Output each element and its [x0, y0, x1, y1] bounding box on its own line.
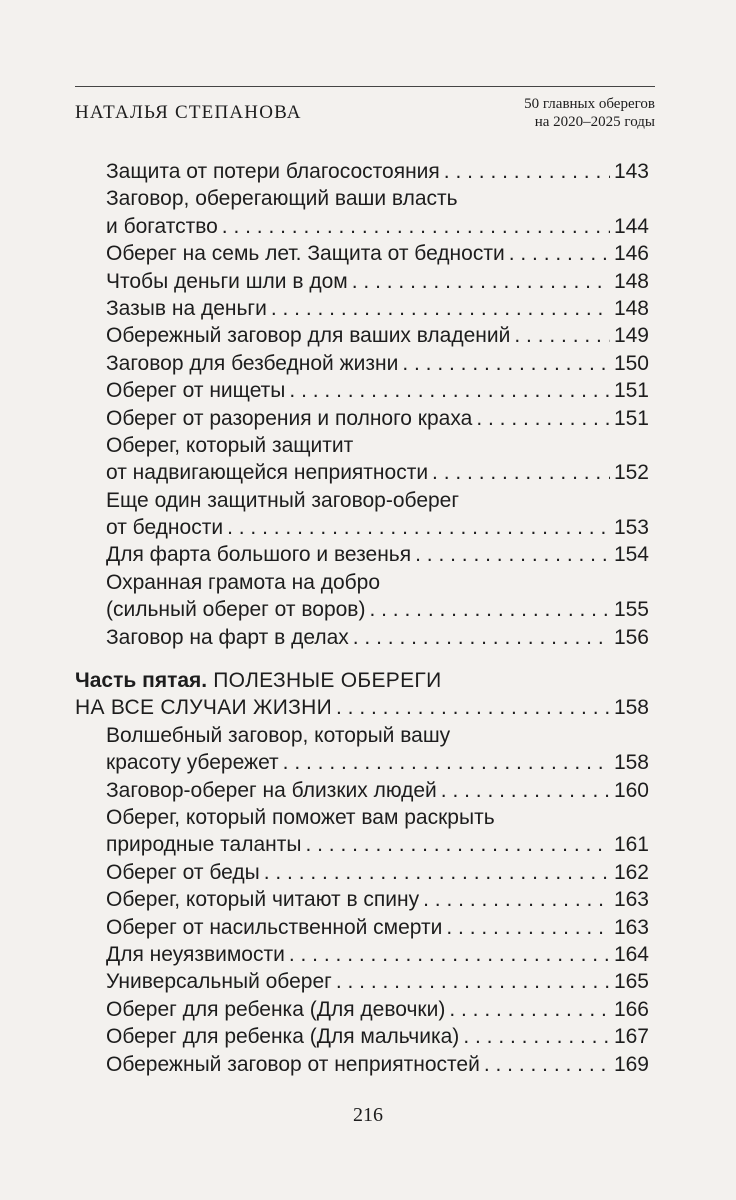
toc-entry-page: 158	[613, 751, 649, 775]
toc-entry	[75, 514, 649, 541]
toc-entry	[75, 240, 649, 267]
toc-entry-page: 156	[613, 625, 649, 649]
toc-entry	[75, 804, 649, 831]
toc-entry	[75, 722, 649, 749]
toc-entry-page: 160	[613, 778, 649, 802]
toc-entry	[75, 859, 649, 886]
leader-dots	[402, 350, 610, 377]
page-number: 216	[353, 1104, 383, 1126]
toc-entry-title: Обережный заговор от неприятностей	[106, 1052, 480, 1076]
toc-entry-page: 155	[613, 598, 649, 622]
toc-entry	[75, 350, 649, 377]
toc-entry-title: Оберег от насильственной смерти	[106, 915, 443, 939]
part-title-line-1: ПОЛЕЗНЫЕ ОБЕРЕГИ	[207, 669, 442, 693]
toc-entry-page: 144	[613, 214, 649, 238]
toc-entry-title: Для неуязвимости	[106, 942, 285, 966]
table-of-contents	[75, 158, 649, 1078]
toc-entry	[75, 432, 649, 459]
toc-entry-title: Оберег, который защитит	[106, 433, 354, 457]
leader-dots	[476, 405, 610, 432]
toc-entry	[75, 405, 649, 432]
toc-entry	[75, 831, 649, 858]
leader-dots	[222, 213, 610, 240]
toc-entry	[75, 624, 649, 651]
toc-entry	[75, 158, 649, 185]
leader-dots	[415, 541, 610, 568]
toc-entry-title: Заговор-оберег на близких людей	[106, 778, 437, 802]
leader-dots	[441, 777, 610, 804]
toc-entry-title: Оберег на семь лет. Защита от бедности	[106, 242, 505, 266]
toc-entry-title: природные таланты	[106, 833, 302, 857]
toc-entry-title: Оберег от разорения и полного краха	[106, 406, 473, 430]
leader-dots	[484, 1051, 610, 1078]
toc-entry	[75, 185, 649, 212]
part-title-line-2: НА ВСЕ СЛУЧАИ ЖИЗНИ	[75, 696, 332, 720]
toc-entry-title: от надвигающейся неприятности	[106, 461, 429, 485]
toc-entry-page: 146	[613, 242, 649, 266]
toc-entry-page: 165	[613, 970, 649, 994]
book-title-line-1: 50 главных оберегов	[524, 96, 655, 112]
toc-entry-title: и богатство	[106, 214, 218, 238]
toc-entry-title: Оберег, который поможет вам раскрыть	[106, 805, 495, 829]
toc-entry-page: 148	[613, 296, 649, 320]
toc-entry	[75, 1051, 649, 1078]
toc-entry-page: 167	[613, 1025, 649, 1049]
leader-dots	[444, 158, 610, 185]
toc-entry	[75, 322, 649, 349]
toc-entry-title: Защита от потери благосостояния	[106, 160, 440, 183]
leader-dots	[432, 459, 610, 486]
toc-entry-title: Волшебный заговор, который вашу	[106, 723, 451, 747]
toc-entry-title: Оберег, который читают в спину	[106, 888, 420, 912]
toc-entry-title: Для фарта большого и везенья	[106, 543, 412, 567]
toc-entry-page: 149	[613, 324, 649, 348]
toc-entry	[75, 749, 649, 776]
toc-entry	[75, 459, 649, 486]
toc-entry	[75, 886, 649, 913]
toc-entry-title: Заговор, оберегающий ваши власть	[106, 187, 458, 211]
toc-entry-page: 143	[613, 160, 649, 183]
toc-entry-title: Оберег для ребенка (Для девочки)	[106, 997, 446, 1021]
toc-entry-page: 164	[613, 942, 649, 966]
toc-entry-page: 161	[613, 833, 649, 857]
toc-entry	[75, 569, 649, 596]
toc-entry-page: 151	[613, 406, 649, 430]
toc-entry-page: 148	[613, 269, 649, 293]
leader-dots	[289, 941, 610, 968]
leader-dots	[514, 322, 610, 349]
leader-dots	[352, 268, 610, 295]
leader-dots	[289, 377, 610, 404]
leader-dots	[336, 968, 610, 995]
toc-entry-page: 163	[613, 915, 649, 939]
toc-entry	[75, 996, 649, 1023]
leader-dots	[336, 694, 610, 721]
toc-entry-page: 169	[613, 1052, 649, 1076]
toc-entry	[75, 596, 649, 623]
leader-dots	[283, 749, 610, 776]
toc-entry-title: Охранная грамота на добро	[106, 570, 381, 594]
toc-entry-title: Универсальный оберег	[106, 970, 332, 994]
leader-dots	[509, 240, 610, 267]
part-label: Часть пятая.	[75, 669, 208, 693]
leader-dots	[227, 514, 610, 541]
toc-entry-page: 154	[613, 543, 649, 567]
leader-dots	[423, 886, 610, 913]
toc-entry-title: красоту убережет	[106, 751, 279, 775]
toc-entry	[75, 1023, 649, 1050]
toc-entry-title: Оберег от беды	[106, 860, 260, 884]
toc-entry-page: 163	[613, 888, 649, 912]
toc-entry	[75, 268, 649, 295]
book-title-line-2: на 2020–2025 годы	[534, 114, 655, 130]
leader-dots	[449, 996, 610, 1023]
toc-entry-page: 151	[613, 379, 649, 403]
toc-entry	[75, 777, 649, 804]
leader-dots	[463, 1023, 610, 1050]
leader-dots	[264, 859, 610, 886]
toc-entry-title: от бедности	[106, 516, 224, 540]
toc-entry-title: Зазыв на деньги	[106, 296, 267, 320]
leader-dots	[353, 624, 610, 651]
author-name: НАТАЛЬЯ СТЕПАНОВА	[75, 102, 302, 123]
toc-entry-page: 150	[613, 351, 649, 375]
part-page: 158	[613, 696, 649, 720]
leader-dots	[369, 596, 609, 623]
part-heading-line-1	[75, 667, 649, 694]
leader-dots	[271, 295, 610, 322]
running-header	[75, 86, 655, 135]
toc-entry-page: 153	[613, 516, 649, 540]
leader-dots	[446, 914, 610, 941]
toc-entry	[75, 377, 649, 404]
toc-entry-title: Чтобы деньги шли в дом	[106, 269, 348, 293]
toc-entry-page: 166	[613, 997, 649, 1021]
toc-entry-page: 152	[613, 461, 649, 485]
toc-entry	[75, 914, 649, 941]
leader-dots	[305, 831, 610, 858]
toc-entry-title: Обережный заговор для ваших владений	[106, 324, 511, 348]
toc-entry	[75, 487, 649, 514]
toc-entry	[75, 541, 649, 568]
toc-entry	[75, 213, 649, 240]
toc-entry-title: (сильный оберег от воров)	[106, 598, 366, 622]
toc-entry-title: Заговор для безбедной жизни	[106, 351, 399, 375]
toc-entry	[75, 941, 649, 968]
toc-entries-part-four	[75, 158, 649, 651]
toc-entry	[75, 295, 649, 322]
toc-entries-part-five	[75, 722, 649, 1078]
toc-entry	[75, 968, 649, 995]
part-heading-line-2	[75, 694, 649, 721]
toc-entry-page: 162	[613, 860, 649, 884]
toc-entry-title: Заговор на фарт в делах	[106, 625, 349, 649]
toc-entry-title: Оберег для ребенка (Для мальчика)	[106, 1025, 460, 1049]
toc-entry-title: Оберег от нищеты	[106, 379, 286, 403]
book-title	[524, 95, 655, 131]
toc-entry-title: Еще один защитный заговор-оберег	[106, 488, 460, 512]
